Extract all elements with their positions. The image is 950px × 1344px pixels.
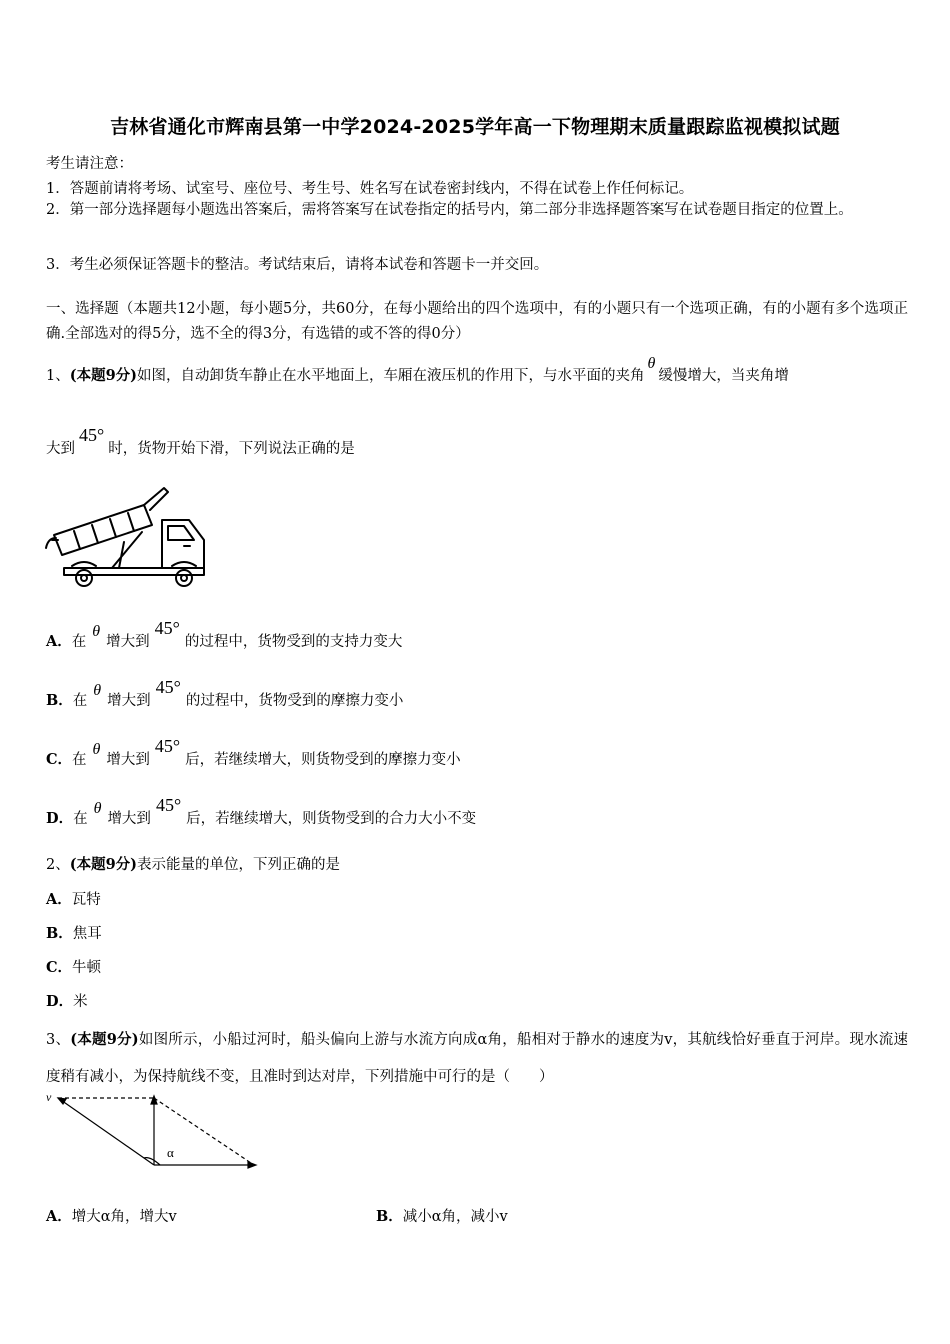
option-label: A． [46,633,72,650]
notice-item: 2．第一部分选择题每小题选出答案后，需将答案写在试卷指定的括号内，第二部分非选择题答案写在试卷题目指定的位置上。 [46,202,853,218]
question-1-line-1 [46,355,789,385]
q1-option-a[interactable] [46,618,403,651]
question-score: (本题9分) [69,856,138,873]
option-text: 增大α角，增大v [71,1209,177,1225]
theta-symbol: θ [92,623,101,640]
question-text: 大到 [46,441,75,457]
option-text: 增大到 [107,811,151,827]
question-3 [46,1021,908,1096]
q3-option-a[interactable] [46,1205,177,1226]
q3-option-b[interactable] [376,1205,508,1226]
option-text: 后，若继续增大，则货物受到的摩擦力变小 [185,752,461,768]
q2-option-d[interactable] [46,990,88,1011]
question-text: 缓慢增大，当夹角增 [658,368,789,384]
option-text: 在 [73,811,88,827]
option-text: 减小α角，减小v [402,1209,508,1225]
alpha-label: α [167,1145,174,1160]
theta-symbol: θ [93,682,102,699]
option-label: A． [46,891,72,908]
theta-symbol: θ [92,741,101,758]
q1-option-c[interactable] [46,736,461,769]
option-text: 瓦特 [71,892,101,908]
notice-item: 3．考生必须保证答题卡的整洁。考试结束后，请将本试卷和答题卡一并交回。 [46,257,549,273]
option-label: D． [46,810,74,827]
option-label: B． [376,1208,403,1225]
question-1-line-2 [46,425,355,458]
q2-option-c[interactable] [46,956,101,977]
theta-symbol: θ [647,355,656,372]
theta-symbol: θ [93,800,102,817]
q1-option-d[interactable] [46,795,477,828]
page-title: 吉林省通化市辉南县第一中学2024-2025学年高一下物理期末质量跟踪监视模拟试题 [110,116,840,138]
option-label: B． [46,692,73,709]
option-text: 的过程中，货物受到的支持力变大 [184,634,403,650]
option-label: A． [46,1208,72,1225]
angle-value: 45° [154,618,180,638]
question-text: 表示能量的单位，下列正确的是 [137,857,341,873]
option-text: 后，若继续增大，则货物受到的合力大小不变 [186,811,477,827]
option-label: C． [46,751,73,768]
angle-value: 45° [79,425,105,445]
question-text: 如图所示，小船过河时，船头偏向上游与水流方向成α角，船相对于静水的速度为v，其航线恰好垂直于河岸。现水流速度稍有减小，为保持航线不变，且准时到达对岸，下列措施中可行的是（ ） [46,1032,909,1085]
question-text: 如图，自动卸货车静止在水平地面上，车厢在液压机的作用下，与水平面的夹角 [137,368,645,384]
option-text: 增大到 [107,693,151,709]
velocity-label: v [46,1090,52,1104]
q2-option-b[interactable] [46,922,102,943]
question-score: (本题9分) [69,367,138,384]
angle-value: 45° [154,736,181,756]
option-text: 增大到 [106,752,150,768]
option-label: D． [46,993,74,1010]
q1-option-b[interactable] [46,677,404,710]
option-text: 增大到 [106,634,150,650]
question-number: 3、 [46,1032,71,1048]
q2-option-a[interactable] [46,888,101,909]
angle-value: 45° [155,795,182,815]
option-text: 在 [72,693,88,709]
option-text: 在 [72,752,87,768]
question-number: 1、 [46,368,70,384]
notice-heading: 考生请注意： [46,156,133,172]
question-number: 2、 [46,857,70,873]
question-score: (本题9分) [70,1031,139,1048]
option-text: 牛顿 [72,960,102,976]
boat-velocity-figure [44,1088,264,1174]
option-text: 的过程中，货物受到的摩擦力变小 [185,693,404,709]
option-label: B． [46,925,73,942]
section-heading: 一、选择题（本题共12小题，每小题5分，共60分，在每小题给出的四个选项中，有的小题只有一个选项正确，有的小题有多个选项正确.全部选对的得5分，选不全的得3分，有选错的或不答的得0分） [46,301,908,342]
option-text: 焦耳 [72,926,102,942]
option-label: C． [46,959,73,976]
option-text: 在 [71,634,87,650]
notice-item: 1．答题前请将考场、试室号、座位号、考生号、姓名写在试卷密封线内，不得在试卷上作任何标记。 [46,181,694,197]
question-text: 时，货物开始下滑，下列说法正确的是 [108,441,355,457]
option-text: 米 [73,994,88,1010]
angle-value: 45° [155,677,181,697]
dump-truck-figure [44,480,214,590]
question-2 [46,853,340,874]
